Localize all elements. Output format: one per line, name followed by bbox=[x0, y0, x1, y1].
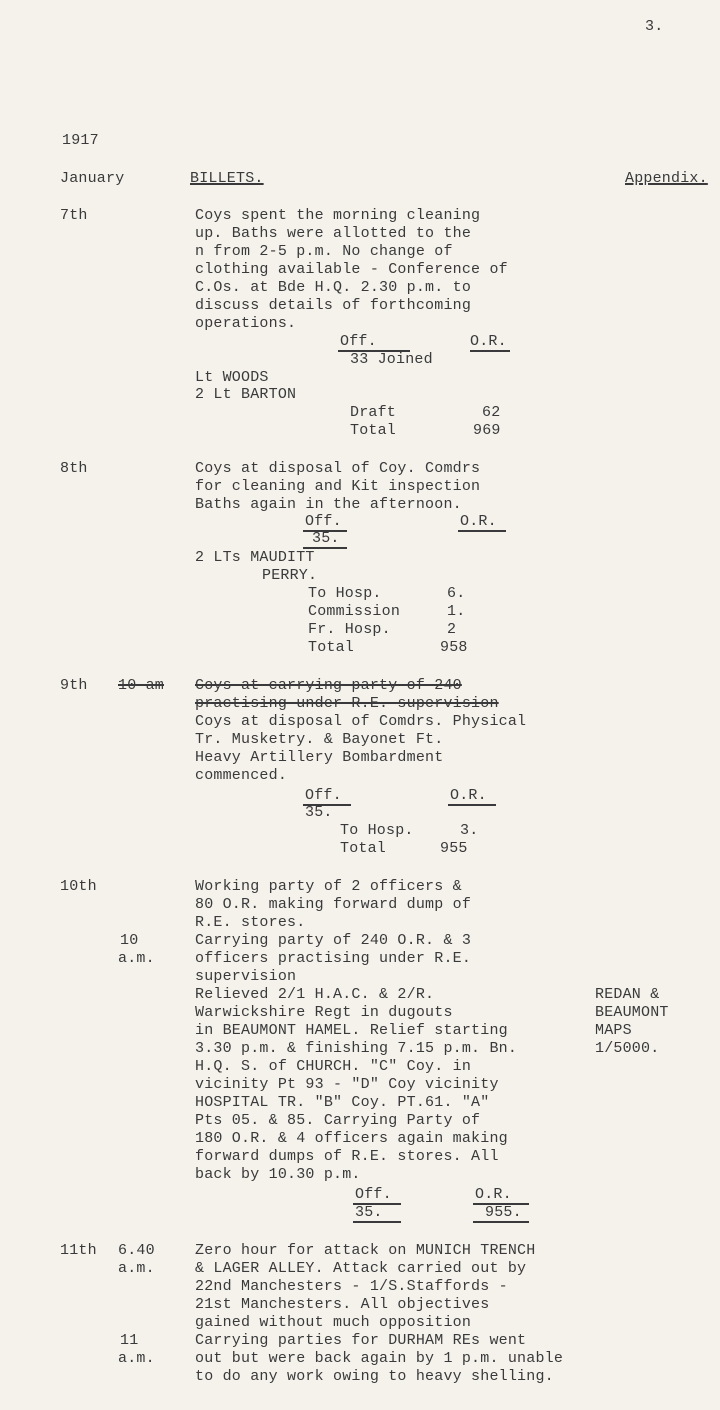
draft-label: Draft bbox=[350, 404, 397, 421]
officer-name: 2 Lt BARTON bbox=[195, 386, 297, 403]
rule bbox=[458, 530, 506, 532]
entry-line: gained without much opposition bbox=[195, 1314, 472, 1331]
date-9th: 9th bbox=[60, 677, 88, 694]
entry-line: out but were back again by 1 p.m. unable bbox=[195, 1350, 564, 1367]
entry-line: Coys at disposal of Comdrs. Physical bbox=[195, 713, 527, 730]
or-header: O.R. bbox=[470, 333, 507, 350]
entry-line: Relieved 2/1 H.A.C. & 2/R. bbox=[195, 986, 435, 1003]
entry-line: Tr. Musketry. & Bayonet Ft. bbox=[195, 731, 444, 748]
officer-name: Lt WOODS bbox=[195, 369, 269, 386]
entry-line: Coys spent the morning cleaning bbox=[195, 207, 481, 224]
entry-line: supervision bbox=[195, 968, 297, 985]
rule bbox=[353, 1221, 401, 1223]
officer-name: PERRY. bbox=[262, 567, 318, 584]
entry-line: in BEAUMONT HAMEL. Relief starting bbox=[195, 1022, 508, 1039]
entry-line: 180 O.R. & 4 officers again making bbox=[195, 1130, 508, 1147]
entry-line: clothing available - Conference of bbox=[195, 261, 508, 278]
month-label: January bbox=[60, 170, 125, 187]
row-label: Commission bbox=[308, 603, 401, 620]
officer-name: 2 LTs MAUDITT bbox=[195, 549, 315, 566]
row-value: 2 bbox=[447, 621, 457, 638]
entry-line: 80 O.R. making forward dump of bbox=[195, 896, 472, 913]
row-value: 958 bbox=[440, 639, 468, 656]
entry-line: 22nd Manchesters - 1/S.Staffords - bbox=[195, 1278, 508, 1295]
row-label: Total bbox=[340, 840, 387, 857]
time-label: a.m. bbox=[118, 1350, 155, 1367]
entry-line: operations. bbox=[195, 315, 297, 332]
or-header: O.R. bbox=[450, 787, 487, 804]
struck-line: Coys at carrying party of 240 bbox=[195, 677, 462, 694]
time-label: 10 bbox=[120, 932, 139, 949]
time-label: 6.40 bbox=[118, 1242, 155, 1259]
date-7th: 7th bbox=[60, 207, 88, 224]
rule bbox=[473, 1221, 529, 1223]
row-label: To Hosp. bbox=[340, 822, 414, 839]
entry-line: officers practising under R.E. bbox=[195, 950, 472, 967]
row-label: To Hosp. bbox=[308, 585, 382, 602]
time-label: 11 bbox=[120, 1332, 139, 1349]
appendix-note: 1/5000. bbox=[595, 1040, 660, 1057]
entry-line: for cleaning and Kit inspection bbox=[195, 478, 481, 495]
rule bbox=[470, 350, 510, 352]
appendix-note: REDAN & bbox=[595, 986, 660, 1003]
row-value: 1. bbox=[447, 603, 466, 620]
entry-line: 3.30 p.m. & finishing 7.15 p.m. Bn. bbox=[195, 1040, 518, 1057]
entry-line: Zero hour for attack on MUNICH TRENCH bbox=[195, 1242, 536, 1259]
off-value: 35. bbox=[305, 804, 333, 821]
entry-line: 21st Manchesters. All objectives bbox=[195, 1296, 490, 1313]
row-label: Fr. Hosp. bbox=[308, 621, 391, 638]
entry-line: C.Os. at Bde H.Q. 2.30 p.m. to bbox=[195, 279, 472, 296]
off-value: 35. bbox=[355, 1204, 383, 1221]
off-header: Off. bbox=[340, 333, 377, 350]
entry-line: Baths again in the afternoon. bbox=[195, 496, 462, 513]
struck-time: 10-am bbox=[118, 677, 165, 694]
entry-line: Carrying parties for DURHAM REs went bbox=[195, 1332, 527, 1349]
joined-count: 33 Joined bbox=[350, 351, 433, 368]
or-value: 955. bbox=[485, 1204, 522, 1221]
appendix-note: MAPS bbox=[595, 1022, 632, 1039]
entry-line: back by 10.30 p.m. bbox=[195, 1166, 361, 1183]
entry-line: Coys at disposal of Coy. Comdrs bbox=[195, 460, 481, 477]
entry-line: Heavy Artillery Bombardment bbox=[195, 749, 444, 766]
total-label: Total bbox=[350, 422, 397, 439]
date-8th: 8th bbox=[60, 460, 88, 477]
off-header: Off. bbox=[355, 1186, 392, 1203]
page-number: 3. bbox=[645, 18, 664, 35]
or-header: O.R. bbox=[475, 1186, 512, 1203]
entry-line: Working party of 2 officers & bbox=[195, 878, 462, 895]
entry-line: Carrying party of 240 O.R. & 3 bbox=[195, 932, 472, 949]
section-title: BILLETS. bbox=[190, 170, 264, 187]
entry-line: Pts 05. & 85. Carrying Party of bbox=[195, 1112, 481, 1129]
date-11th: 11th bbox=[60, 1242, 97, 1259]
time-label: a.m. bbox=[118, 1260, 155, 1277]
appendix-note: BEAUMONT bbox=[595, 1004, 669, 1021]
row-value: 3. bbox=[460, 822, 479, 839]
total-value: 969 bbox=[473, 422, 501, 439]
date-10th: 10th bbox=[60, 878, 97, 895]
off-header: Off. bbox=[305, 513, 342, 530]
row-value: 6. bbox=[447, 585, 466, 602]
off-header: Off. bbox=[305, 787, 342, 804]
entry-line: H.Q. S. of CHURCH. "C" Coy. in bbox=[195, 1058, 472, 1075]
entry-line: to do any work owing to heavy shelling. bbox=[195, 1368, 554, 1385]
entry-line: up. Baths were allotted to the bbox=[195, 225, 472, 242]
rule bbox=[448, 804, 496, 806]
entry-line: n from 2-5 p.m. No change of bbox=[195, 243, 453, 260]
row-value: 955 bbox=[440, 840, 468, 857]
entry-line: Warwickshire Regt in dugouts bbox=[195, 1004, 453, 1021]
or-header: O.R. bbox=[460, 513, 497, 530]
entry-line: R.E. stores. bbox=[195, 914, 306, 931]
appendix-label: Appendix. bbox=[625, 170, 708, 187]
year-heading: 1917 bbox=[62, 132, 99, 149]
entry-line: forward dumps of R.E. stores. All bbox=[195, 1148, 499, 1165]
time-label: a.m. bbox=[118, 950, 155, 967]
entry-line: & LAGER ALLEY. Attack carried out by bbox=[195, 1260, 527, 1277]
draft-value: 62 bbox=[482, 404, 501, 421]
entry-line: HOSPITAL TR. "B" Coy. PT.61. "A" bbox=[195, 1094, 490, 1111]
off-value: 35. bbox=[312, 530, 340, 547]
entry-line: vicinity Pt 93 - "D" Coy vicinity bbox=[195, 1076, 499, 1093]
struck-line: practising under R.E. supervision bbox=[195, 695, 499, 712]
row-label: Total bbox=[308, 639, 355, 656]
entry-line: discuss details of forthcoming bbox=[195, 297, 472, 314]
entry-line: commenced. bbox=[195, 767, 288, 784]
